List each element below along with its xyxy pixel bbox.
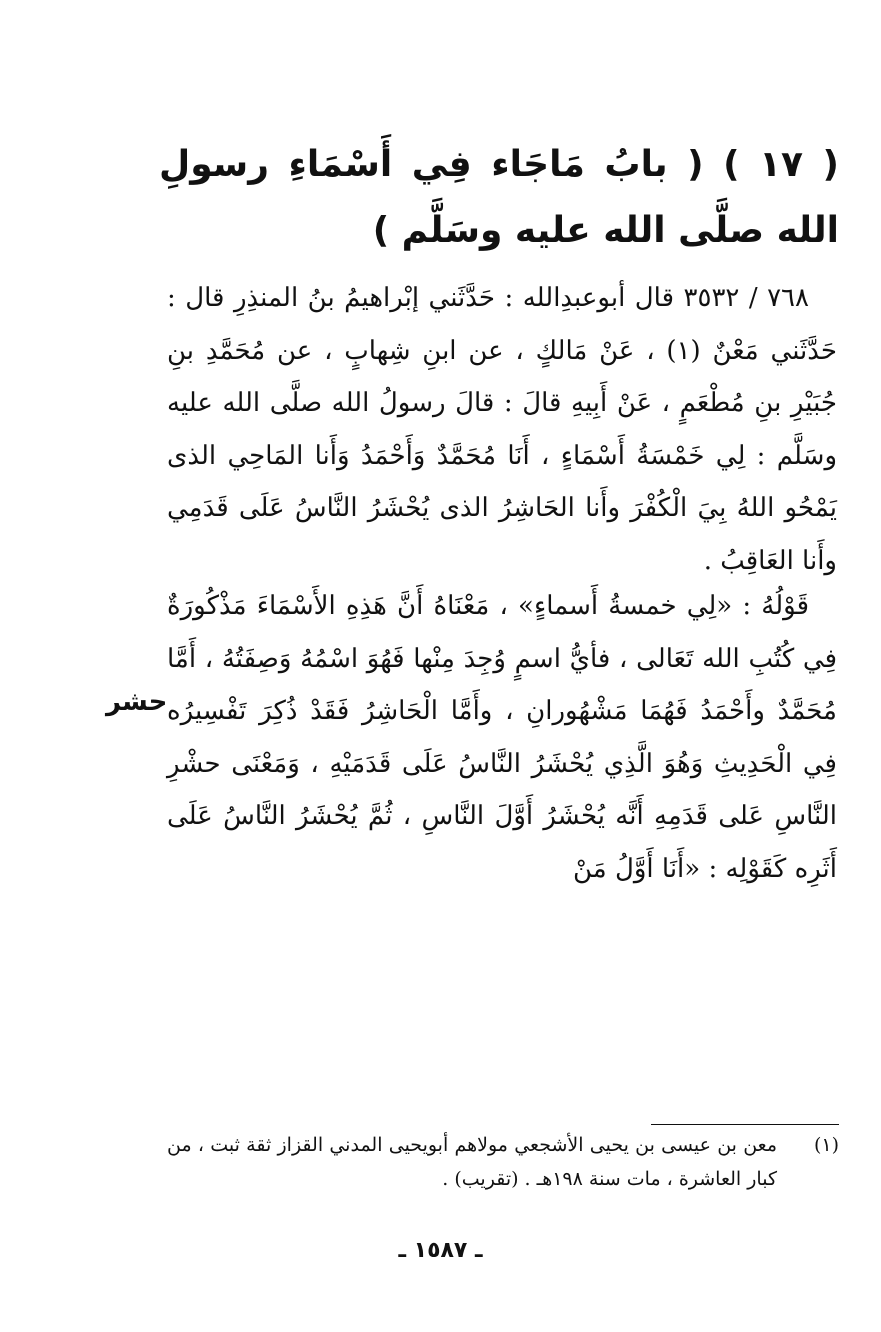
- commentary-paragraph: [167, 580, 837, 895]
- footnote: [167, 1128, 839, 1196]
- page-number: ـ ١٥٨٧ ـ: [398, 1238, 483, 1263]
- chapter-heading: ( ١٧ ) ( بابُ مَاجَاء فِي أَسْمَاءِ رسولِ الله صلَّى الله عليه وسَلَّم ): [159, 144, 839, 251]
- footnote-number: (١): [813, 1134, 839, 1156]
- hadith-paragraph: [167, 272, 837, 587]
- footnote-text: معن بن عيسى بن يحيى الأشجعي مولاهم أبويحيى المدني القزاز ثقة ثبت ، من كبار العاشرة ، مات سنة ١٩٨هـ . (تقريب) .: [167, 1134, 778, 1190]
- footnote-divider: [651, 1124, 839, 1125]
- margin-keyword: حشر: [106, 687, 168, 717]
- hadith-text: ٧٦٨ / ٣٥٣٢ قال أبوعبدِالله : حَدَّثَني إبْراهيمُ بنُ المنذِرِ قال : حَدَّثَني مَعْنٌ (١) ، عَنْ مَالكٍ ، عن ابنِ شِهابٍ ، عن مُحَمَّدِ بنِ جُبَيْرِ بنِ مُطْعَمٍ ، عَنْ أَبِيهِ قالَ : قالَ رسولُ الله صلَّى الله عليه وسَلَّم : لِي خَمْسَةُ أَسْمَاءٍ ، أَنَا مُحَمَّدٌ وَأَحْمَدُ وَأَنا المَاحِي الذى يَمْحُو اللهُ بِيَ الْكُفْرَ وأَنا الحَاشِرُ الذى يُحْشَرُ النَّاسُ عَلَى قَدَمِي وأَنا العَاقِبُ .: [167, 283, 837, 576]
- commentary-text: قَوْلُهُ : «لِي خمسةُ أَسماءٍ» ، مَعْنَاهُ أَنَّ هَذِهِ الأَسْمَاءَ مَذْكُورَةٌ فِي كُتُبِ الله تَعَالى ، فأيُّ اسمٍ وُجِدَ مِنْها فَهُوَ اسْمُهُ وَصِفَتُهُ ، أَمَّا مُحَمَّدٌ وأَحْمَدُ فَهُمَا مَشْهُورانِ ، وأَمَّا الْحَاشِرُ فَقَدْ ذُكِرَ تَفْسِيرُه فِي الْحَدِيثِ وَهُوَ الَّذِي يُحْشَرُ النَّاسُ عَلَى قَدَمَيْهِ ، وَمَعْنَى حشْرِ النَّاسِ عَلى قَدَمِهِ أَنَّه يُحْشَرُ أَوَّلَ النَّاسِ ، ثُمَّ يُحْشَرُ النَّاسُ عَلَى أَثَرِه كَقَوْلِه : «أَنَا أَوَّلُ مَنْ: [167, 591, 837, 884]
